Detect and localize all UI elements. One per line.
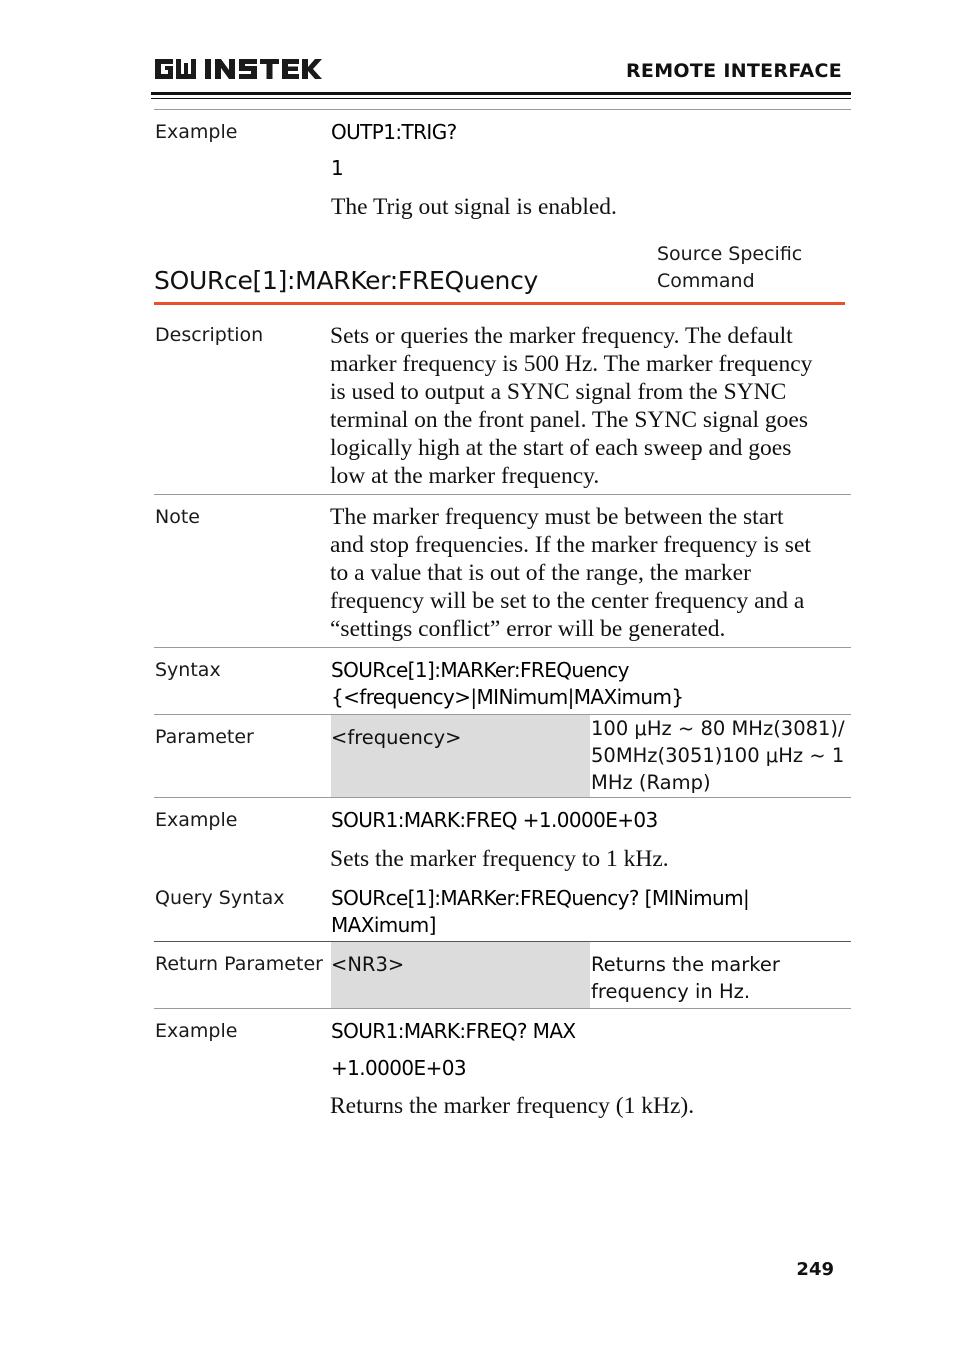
example-command: SOUR1:MARK:FREQ +1.0000E+03 bbox=[331, 808, 658, 832]
divider bbox=[154, 797, 851, 798]
query-syntax-line2: MAXimum] bbox=[331, 913, 436, 937]
note-line: and stop frequencies. If the marker frequency is set bbox=[330, 532, 811, 558]
description-line: Sets or queries the marker frequency. The default bbox=[330, 323, 793, 349]
command-type-line1: Source Specific bbox=[657, 243, 803, 265]
page-number: 249 bbox=[796, 1259, 834, 1280]
parameter-desc-line: 50MHz(3051)100 μHz ~ 1 bbox=[591, 744, 845, 767]
example-description: Returns the marker frequency (1 kHz). bbox=[330, 1093, 695, 1119]
return-parameter-description bbox=[591, 951, 849, 1005]
parameter-name: <frequency> bbox=[331, 726, 462, 749]
parameter-desc-line: MHz (Ramp) bbox=[591, 771, 711, 794]
note-line: to a value that is out of the range, the marker bbox=[330, 560, 751, 586]
description-line: is used to output a SYNC signal from the SYNC bbox=[330, 379, 787, 405]
description-line: marker frequency is 500 Hz. The marker frequency bbox=[330, 351, 813, 377]
syntax-line2: {<frequency>|MINimum|MAXimum} bbox=[331, 685, 684, 709]
divider bbox=[154, 1008, 851, 1009]
header-rule-thick bbox=[151, 92, 851, 95]
divider bbox=[154, 647, 851, 648]
example-description: Sets the marker frequency to 1 kHz. bbox=[330, 846, 669, 872]
header-rule-thin bbox=[151, 98, 851, 99]
query-syntax-label: Query Syntax bbox=[155, 887, 285, 909]
command-heading-accent-rule bbox=[154, 302, 845, 305]
note-line: frequency will be set to the center frequency and a bbox=[330, 588, 805, 614]
divider bbox=[154, 109, 851, 110]
example-description: The Trig out signal is enabled. bbox=[331, 194, 617, 220]
note-line: The marker frequency must be between the start bbox=[330, 504, 784, 530]
description-line: terminal on the front panel. The SYNC signal goes bbox=[330, 407, 808, 433]
example-label: Example bbox=[155, 809, 238, 831]
example-command: OUTP1:TRIG? bbox=[331, 120, 457, 144]
example-command: SOUR1:MARK:FREQ? MAX bbox=[331, 1019, 576, 1043]
parameter-desc-line: 100 μHz ~ 80 MHz(3081)/ bbox=[591, 717, 845, 740]
return-parameter-label: Return Parameter bbox=[155, 953, 323, 975]
gw-instek-logo-icon bbox=[153, 55, 323, 83]
brand-logo bbox=[153, 55, 323, 83]
syntax-label: Syntax bbox=[155, 659, 221, 681]
command-type-line2: Command bbox=[657, 270, 755, 292]
description-line: logically high at the start of each sweep and goes bbox=[330, 435, 792, 461]
example-label: Example bbox=[155, 121, 238, 143]
example-label: Example bbox=[155, 1020, 238, 1042]
description-line: low at the marker frequency. bbox=[330, 463, 600, 489]
return-parameter-desc-line: frequency in Hz. bbox=[591, 980, 751, 1003]
syntax-line1: SOURce[1]:MARKer:FREQuency bbox=[331, 658, 629, 682]
note-text bbox=[330, 503, 850, 643]
command-title: SOURce[1]:MARKer:FREQuency bbox=[154, 266, 539, 295]
query-syntax-line1: SOURce[1]:MARKer:FREQuency? [MINimum| bbox=[331, 886, 750, 910]
example-response: 1 bbox=[331, 156, 344, 180]
parameter-description bbox=[591, 715, 849, 796]
return-parameter-name: <NR3> bbox=[331, 953, 405, 976]
description-text bbox=[330, 322, 850, 490]
note-label: Note bbox=[155, 506, 200, 528]
description-label: Description bbox=[155, 324, 264, 346]
parameter-label: Parameter bbox=[155, 726, 254, 748]
section-title: REMOTE INTERFACE bbox=[626, 60, 842, 82]
note-line: “settings conflict” error will be generated. bbox=[330, 616, 726, 642]
example-response: +1.0000E+03 bbox=[331, 1056, 466, 1080]
divider bbox=[154, 494, 851, 495]
return-parameter-desc-line: Returns the marker bbox=[591, 953, 780, 976]
